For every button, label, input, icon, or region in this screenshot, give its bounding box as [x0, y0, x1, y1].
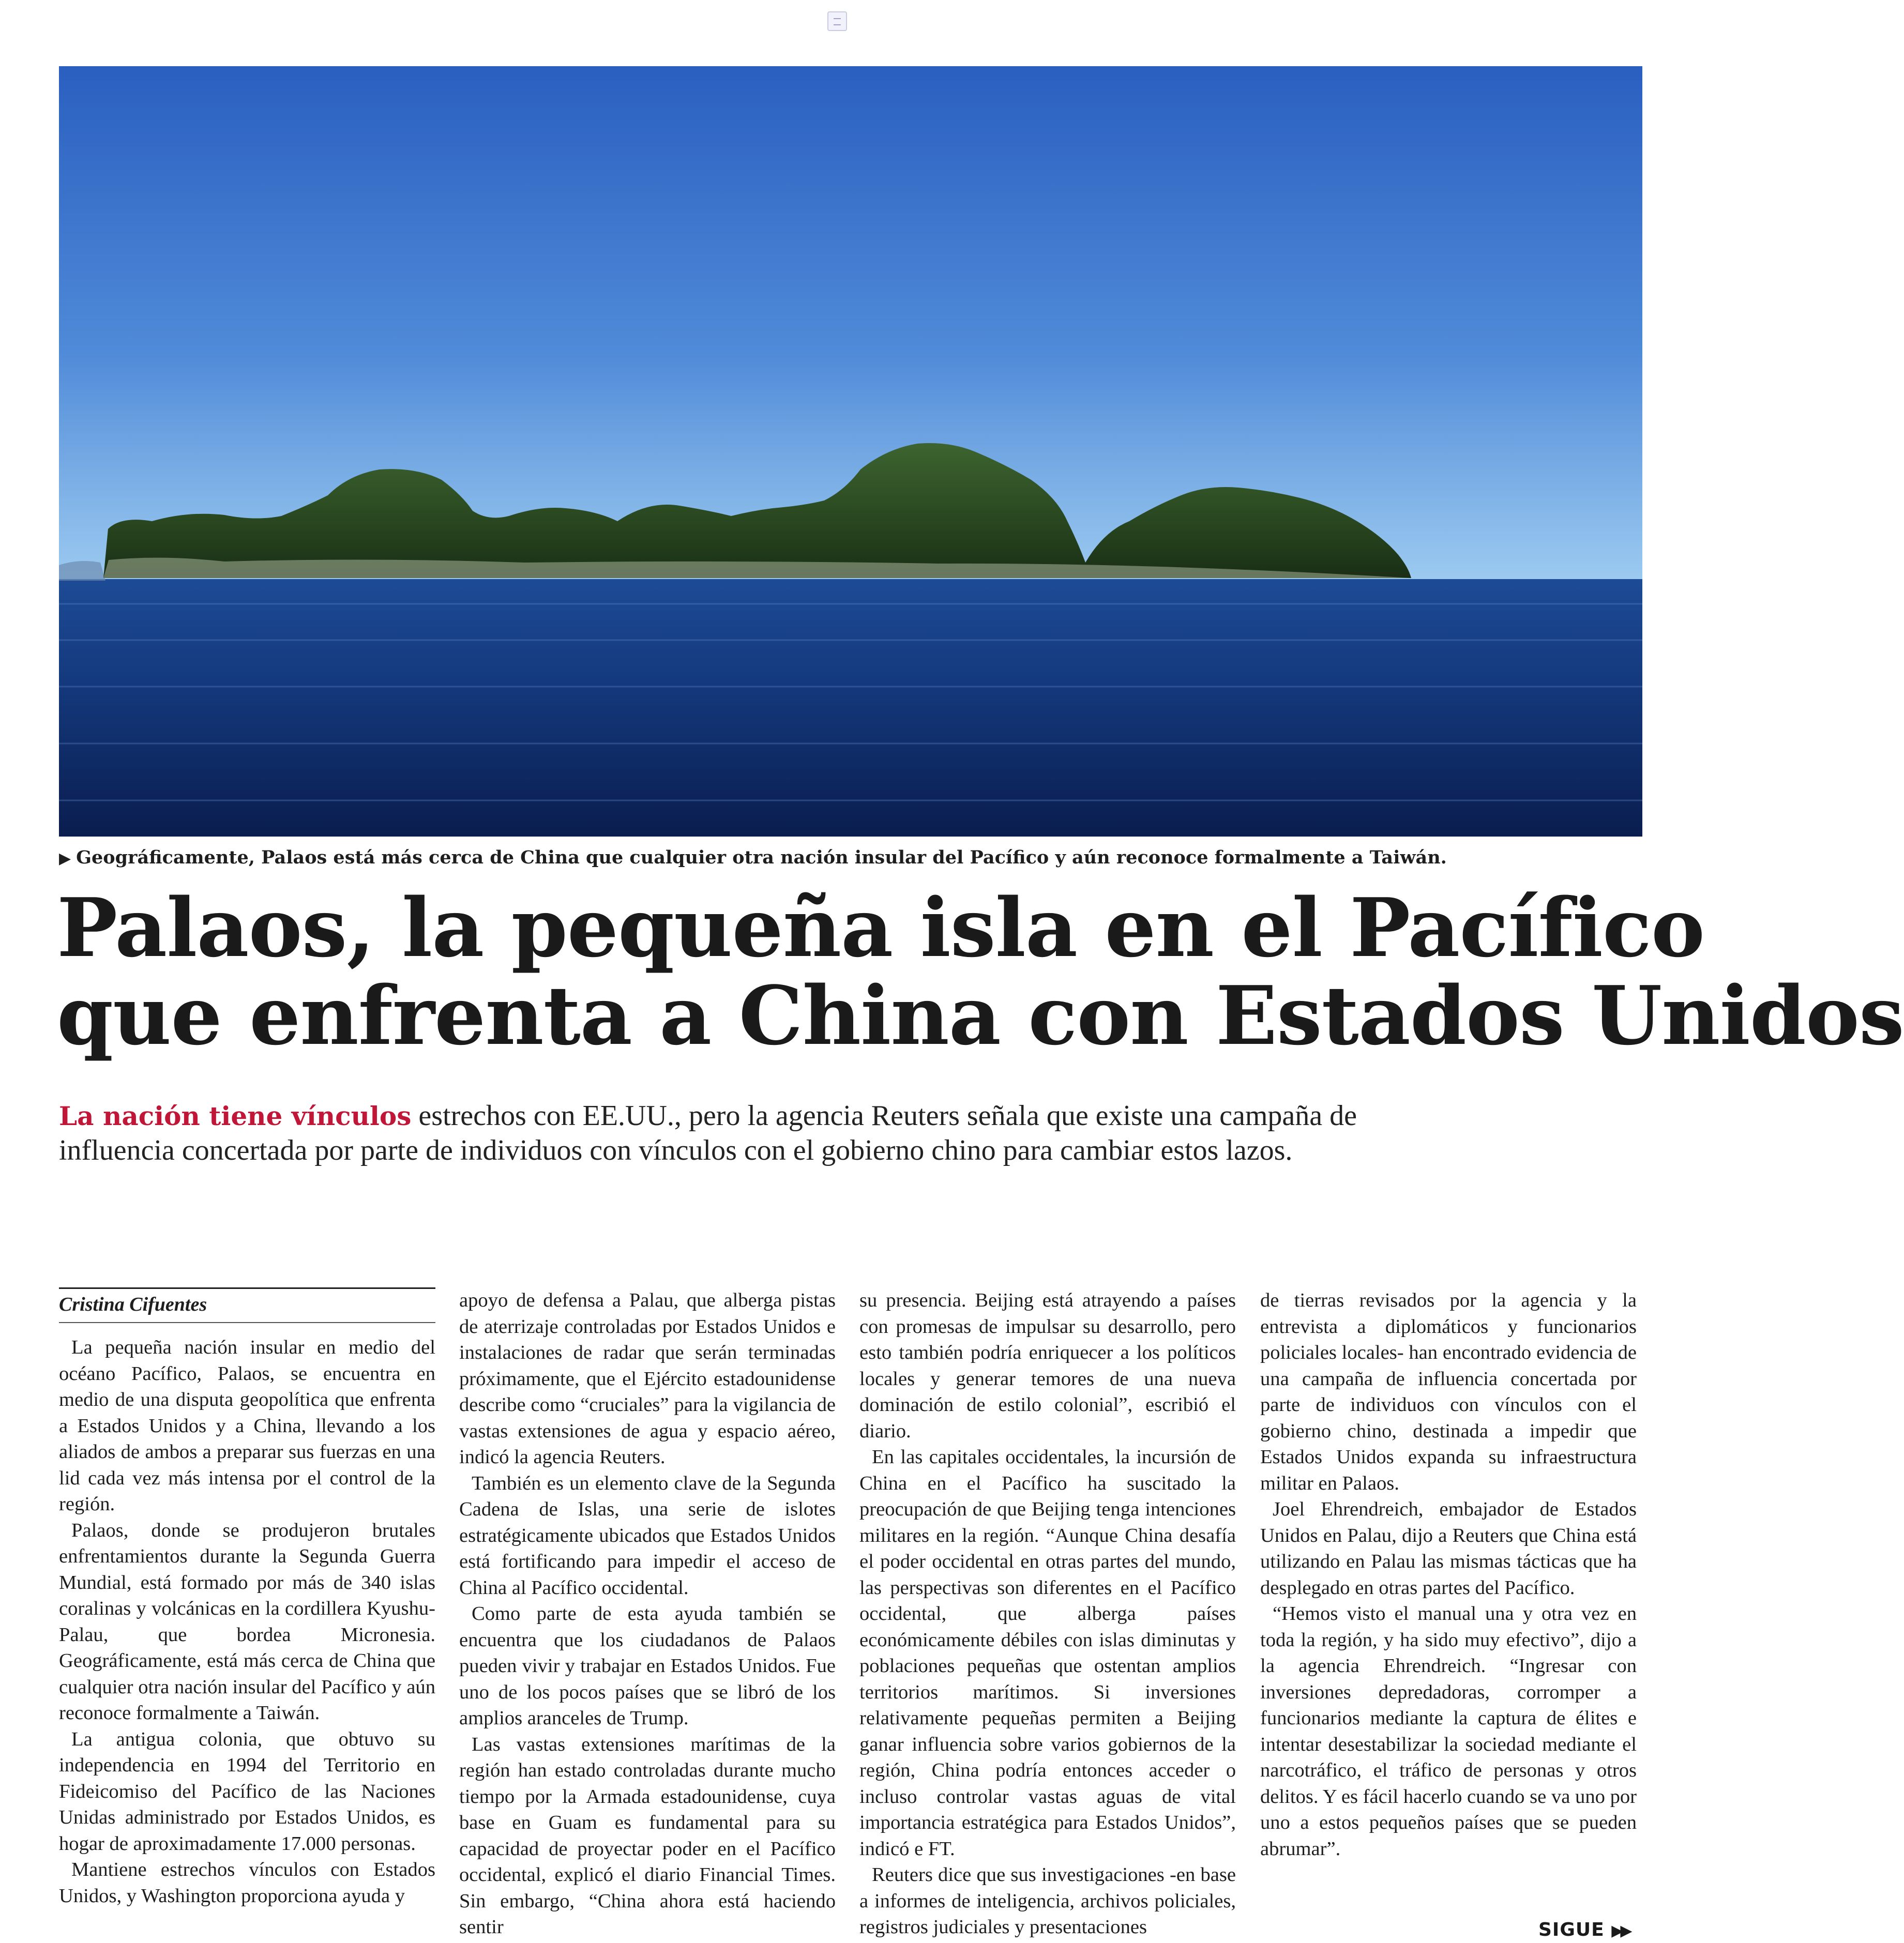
double-arrow-right-icon: ▶▶ — [1611, 1922, 1629, 1940]
deck-subtitle — [59, 1099, 1641, 1167]
paragraph: su presencia. Beijing está atrayendo a países con promesas de impulsar su desarrollo, pero esto también podría enriquecer a los políticos locales y generar temores de una nueva dominación de estilo colonial”, escribió el diario. — [859, 1289, 1236, 1442]
paragraph: También es un elemento clave de la Segunda Cadena de Islas, una serie de islotes estratégicamente ubicados que Estados Unidos está fortificando para impedir el acceso de China al Pacífico occidental. — [459, 1472, 836, 1599]
headline-line-1: Palaos, la pequeña isla en el Pacífico — [57, 881, 1704, 975]
paragraph: Joel Ehrendreich, embajador de Estados Unidos en Palau, dijo a Reuters que China está utilizando en Palau las mismas tácticas que ha desplegado en otras partes del Pacífico. — [1260, 1498, 1637, 1599]
headline — [57, 881, 1904, 1063]
continue-label: SIGUE — [1538, 1919, 1605, 1940]
body-column-1 — [59, 1287, 435, 1909]
body-column-4 — [1260, 1287, 1637, 1862]
island-seascape-image — [59, 66, 1642, 837]
paragraph: Como parte de esta ayuda también se encuentra que los ciudadanos de Palaos pueden vivir y trabajar en Estados Unidos. Fue uno de los pocos países que se libró de los amplios aranceles de Trump. — [459, 1603, 836, 1729]
paragraph: La pequeña nación insular en medio del océano Pacífico, Palaos, se encuentra en medio de una disputa geopolítica que enfrenta a Estados Unidos y a China, llevando a los aliados de ambos a preparar sus fuerzas en una lid cada vez más intensa por el control de la región. — [59, 1337, 435, 1515]
body-column-3 — [859, 1287, 1236, 1940]
body-column-2 — [459, 1287, 836, 1940]
deck-line-2: influencia concertada por parte de individuos con vínculos con el gobierno chino para cambiar estos lazos. — [59, 1134, 1293, 1166]
deck-rest: estrechos con EE.UU., pero la agencia Reuters señala que existe una campaña de — [411, 1100, 1357, 1132]
paragraph: Las vastas extensiones marítimas de la región han estado controladas durante mucho tiempo por la Armada estadounidense, cuya base en Guam es fundamental para su capacidad de proyectar poder en el Pacífico occidental, explicó el diario Financial Times. Sin embargo, “China ahora está haciendo sentir — [459, 1733, 836, 1938]
paragraph: Reuters dice que sus investigaciones -en base a informes de inteligencia, archivos policiales, registros judiciales y presentaciones — [859, 1864, 1236, 1938]
page-marker-icon — [827, 11, 847, 31]
paragraph: apoyo de defensa a Palau, que alberga pistas de aterrizaje controladas por Estados Unidos e instalaciones de radar que serán terminadas próximamente, que el Ejército estadounidense describe como “cruciales” para la vigilancia de vastas extensiones de agua y espacio aéreo, indicó la agencia Reuters. — [459, 1289, 836, 1468]
paragraph: En las capitales occidentales, la incursión de China en el Pacífico ha suscitado la preocupación de que Beijing tenga intenciones militares en la región. “Aunque China desafía el poder occidental en otras partes del mundo, las perspectivas son diferentes en el Pacífico occidental, que alberga países económicamente débiles con islas diminutas y poblaciones pequeñas que ostentan amplios territorios marítimos. Si inversiones relativamente pequeñas permiten a Beijing ganar influencia sobre varios gobiernos de la región, China podría entonces acceder o incluso controlar vastas aguas de vital importancia estratégica para Estados Unidos”, indicó e FT. — [859, 1446, 1236, 1860]
continue-link[interactable] — [1538, 1919, 1629, 1940]
deck-lead: La nación tiene vínculos — [59, 1101, 412, 1131]
paragraph: “Hemos visto el manual una y otra vez en toda la región, y ha sido muy efectivo”, dijo a la agencia Ehrendreich. “Ingresar con inversiones depredadoras, corromper a funcionarios mediante la captura de élites e intentar desestabilizar la sociedad mediante el narcotráfico, el tráfico de personas y otros delitos. Y es fácil hacerlo cuando se va uno por uno a estos pequeños países que se pueden abrumar”. — [1260, 1603, 1637, 1860]
headline-line-2: que enfrenta a China con Estados Unidos — [57, 968, 1904, 1063]
paragraph: Mantiene estrechos vínculos con Estados Unidos, y Washington proporciona ayuda y — [59, 1859, 435, 1907]
photo-caption — [59, 847, 1641, 868]
paragraph: Palaos, donde se produjeron brutales enfrentamientos durante la Segunda Guerra Mundial, está formado por más de 340 islas coralinas y volcánicas en la cordillera Kyushu-Palau, que bordea Micronesia. Geográficamente, está más cerca de China que cualquier otra nación insular del Pacífico y aún reconoce formalmente a Taiwán. — [59, 1519, 435, 1724]
deck-line-1 — [59, 1099, 1641, 1133]
caption-text: Geográficamente, Palaos está más cerca de China que cualquier otra nación insular del Pacífico y aún reconoce formalmente a Taiwán. — [76, 847, 1447, 868]
byline: Cristina Cifuentes — [59, 1287, 435, 1323]
triangle-right-icon: ▶ — [59, 849, 71, 868]
paragraph: de tierras revisados por la agencia y la entrevista a diplomáticos y funcionarios policiales locales- han encontrado evidencia de una campaña de influencia concertada por parte de individuos con vínculos con el gobierno chino, destinada a impedir que Estados Unidos expanda su infraestructura militar en Palaos. — [1260, 1289, 1637, 1494]
paragraph: La antigua colonia, que obtuvo su independencia en 1994 del Territorio en Fideicomiso del Pacífico de las Naciones Unidas administrado por Estados Unidos, es hogar de aproximadamente 17.000 personas. — [59, 1728, 435, 1855]
